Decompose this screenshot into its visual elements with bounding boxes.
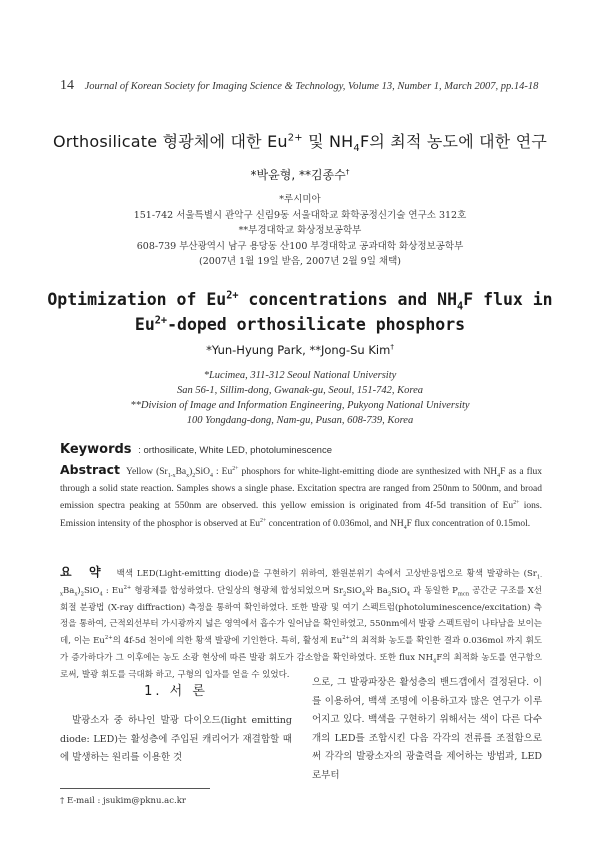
section-heading-introduction: 1. 서 론 [144, 684, 208, 699]
affiliation-line: **Division of Image and Information Engineering, Pukyong National University [130, 400, 470, 411]
affiliation-line: *Lucimea, 311-312 Seoul National University [203, 370, 397, 381]
journal-citation: Journal of Korean Society for Imaging Science & Technology, Volume 13, Number 1, March 2007, pp.14-18 [84, 81, 539, 92]
affiliation-line: *루시미아 [279, 194, 321, 205]
received-accepted-dates: (2007년 1월 19일 받음, 2007년 2월 9일 채택) [199, 256, 401, 267]
keywords-label: Keywords [60, 442, 132, 457]
keywords-text: : orthosilicate, White LED, photoluminescence [138, 445, 332, 456]
summary-label: 요 약 [60, 565, 107, 579]
keywords [60, 442, 540, 457]
footnote-divider [60, 788, 210, 789]
corresponding-author-mark: † [390, 342, 394, 352]
korean-title: Orthosilicate 형광체에 대한 $Eu^{2+}$ 및 $NH_4F$의 최적 농도에 대한 연구 [52, 132, 548, 155]
affiliation-line: 100 Yongdang-dong, Nam-gu, Pusan, 608-739, Korea [186, 415, 414, 426]
english-title: Optimization of $Eu^{2+}$ concentrations and $NH_4F$ flux in $Eu^{2+}$-doped orthosilicate phosphors [47, 290, 553, 334]
korean-summary: 요 약 백색 LED(Light-emitting diode)을 구현하기 위하여, 환원분위기 속에서 고상반응법으로 황색 발광하는 $(Sr_{1-x}Ba_x)_2SiO_4$ : $Eu^{2+}$ 형광체를 합성하였다. 단일상의 형광체 합성되었으며 $Sr_2SiO_4$와 $Ba_2SiO_4$ 과 동일한 $P_{mcn}$ 공간군 구조를 X선 회절 분광법 (X-ray diffraction) 측정을 통하여 확인하였다. 또한 발광 및 여기 스펙트럼(photoluminescence/excitation) 측정을 통하여, 근적외선부터 가시광까지 넓은 영역에서 흡수가 일어남을 확인하였고, 550nm에서 발광 스펙트럼이 나타남을 보이는데, 이는 $Eu^{2+}$의 4f-5d 천이에 의한 황색 발광에 기인한다. 특히, 활성제 $Eu^{2+}$의 최적화 농도를 확인한 결과 0.036mol 까지 휘도가 증가하다가 그 이후에는 농도 소광 현상에 따른 발광 휘도가 감소함을 확인하였다. 또한 flux $NH_4F$의 최적화 농도를 연구함으로써, 발광 휘도를 극대화 하고, 구형의 입자를 얻을 수 있었다. [60, 565, 543, 680]
body-column-left [60, 712, 292, 768]
korean-affiliations [0, 192, 600, 270]
affiliation-line: **부경대학교 화상정보공학부 [238, 225, 362, 236]
affiliation-line: 608-739 부산광역시 남구 용당동 산100 부경대학교 공과대학 화상정보공학부 [136, 240, 464, 252]
body-paragraph: 발광소자 중 하나인 발광 다이오드(light emitting diode: LED)는 활성층에 주입된 캐리어가 재결합할 때에 발생하는 원리를 이용한 것 [60, 715, 292, 763]
english-authors: *Yun-Hyung Park, **Jong-Su Kim† [206, 342, 394, 357]
abstract: Abstract Yellow $(Sr_{1-x}Ba_x)_2SiO_4$ : $Eu^{2+}$ phosphors for white-light-emitting diode are synthesized with $NH_4F$ as a flux through a solid state reaction. Samples shows a single phase. Excitation spectra are ranged from 250nm to 500nm, and broad emission spectra peaking at 550nm are observed. this yellow emission is originated from 4f-5d transition of $Eu^{2+}$ ions. Emission intensity of the phosphor is observed at $Eu^{2+}$ concentration of 0.036mol, and $NH_4F$ flux concentration of 0.15mol. [60, 462, 542, 531]
body-column-right [312, 674, 542, 785]
running-header [60, 78, 540, 94]
abstract-label: Abstract [60, 462, 121, 477]
body-paragraph: 으로, 그 발광파장은 활성층의 밴드갭에서 결정된다. 이를 이용하여, 백색 조명에 이용하고자 많은 연구가 이루어지고 있다. 백색을 구현하기 위해서는 색이 다른 다수개의 LED를 조합시킨 다음 각각의 전류를 조절함으로써 각각의 발광소자의 광출력을 제어하는 방법과, LED로부터 [312, 677, 542, 781]
affiliation-line: San 56-1, Sillim-dong, Gwanak-gu, Seoul, 151-742, Korea [176, 385, 424, 396]
corresponding-author-mark: † [345, 167, 350, 176]
footnote-email: † E-mail : jsukim@pknu.ac.kr [60, 796, 186, 806]
korean-authors: *박윤형, **김종수† [250, 167, 350, 182]
english-affiliations [0, 368, 600, 428]
affiliation-line: 151-742 서울특별시 관악구 신림9동 서울대학교 화학공정신기술 연구소 312호 [133, 209, 467, 221]
page-number: 14 [60, 78, 74, 93]
